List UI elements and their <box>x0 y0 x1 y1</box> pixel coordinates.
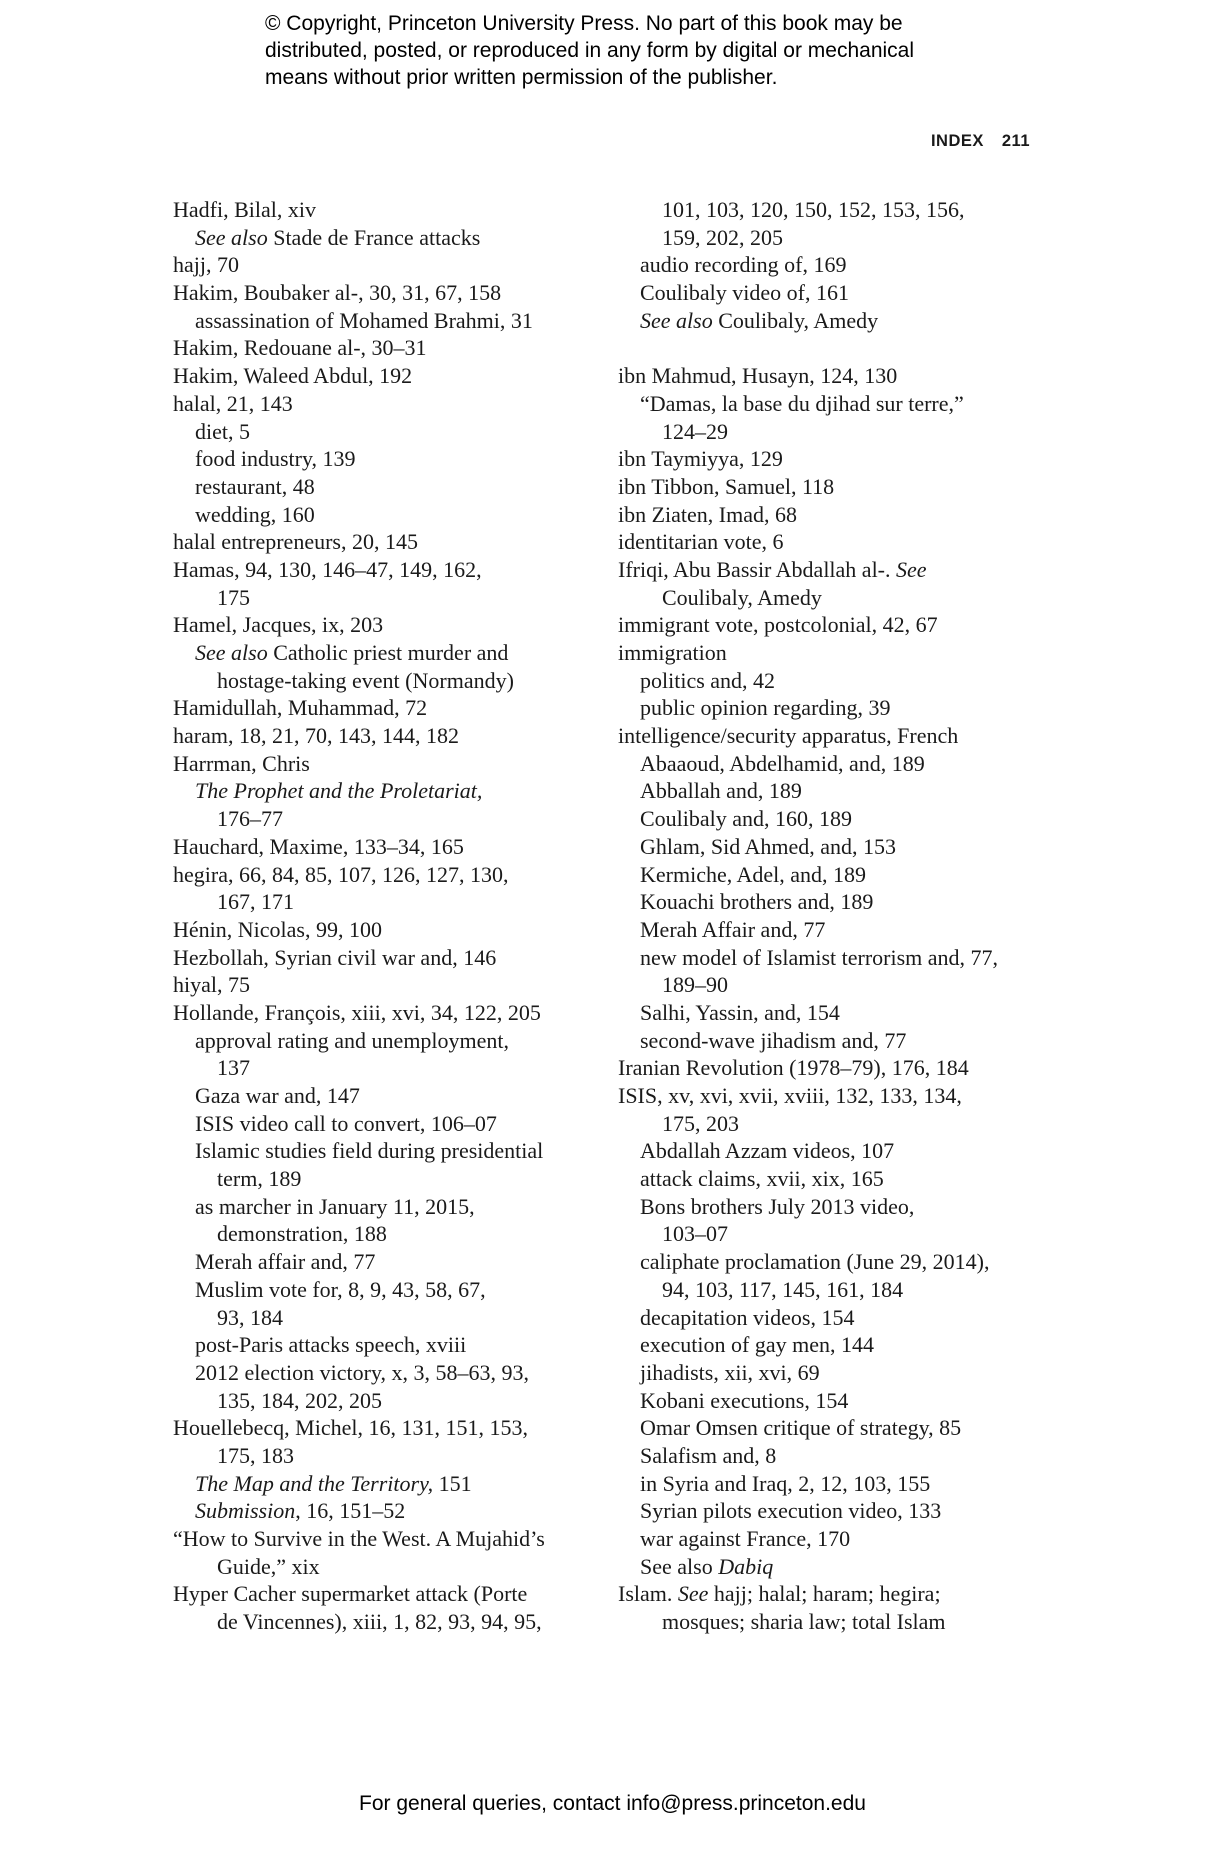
index-subentry: jihadists, xii, xvi, 69 <box>640 1359 820 1385</box>
index-subentry: second-wave jihadism and, 77 <box>640 1027 907 1053</box>
copyright-notice <box>265 10 1025 91</box>
index-entry: identitarian vote, 6 <box>618 529 784 555</box>
index-subentry: Salhi, Yassin, and, 154 <box>640 999 840 1025</box>
index-entry: ibn Ziaten, Imad, 68 <box>618 501 798 527</box>
index-subentry: in Syria and Iraq, 2, 12, 103, 155 <box>640 1470 931 1496</box>
copyright-line: distributed, posted, or reproduced in any form by digital or mechanical <box>265 39 915 62</box>
index-subentry: “Damas, la base du djihad sur terre,” <box>640 390 964 416</box>
index-entry: hiyal, 75 <box>173 972 250 998</box>
index-subentry: de Vincennes), xiii, 1, 82, 93, 94, 95, <box>217 1609 542 1635</box>
index-subentry: Syrian pilots execution video, 133 <box>640 1498 942 1524</box>
index-entry: Hauchard, Maxime, 133–34, 165 <box>173 833 464 859</box>
index-subentry: approval rating and unemployment, <box>195 1027 510 1053</box>
index-subentry: Submission, 16, 151–52 <box>195 1498 406 1524</box>
index-subentry: decapitation videos, 154 <box>640 1304 855 1330</box>
index-entry: Harrman, Chris <box>173 750 310 776</box>
index-subentry: 103–07 <box>662 1221 728 1247</box>
index-subentry: hostage-taking event (Normandy) <box>217 667 514 693</box>
index-subentry: politics and, 42 <box>640 667 776 693</box>
index-subentry: new model of Islamist terrorism and, 77, <box>640 944 999 970</box>
index-subentry: Abdallah Azzam videos, 107 <box>640 1138 895 1164</box>
index-subentry: as marcher in January 11, 2015, <box>195 1193 475 1219</box>
index-entry: Hadfi, Bilal, xiv <box>173 197 316 222</box>
copyright-line: means without prior written permission of the publisher. <box>265 66 778 89</box>
running-head <box>931 132 1030 151</box>
index-subentry: 2012 election victory, x, 3, 58–63, 93, <box>195 1359 530 1385</box>
index-entry: immigration <box>618 640 727 665</box>
index-subentry: Muslim vote for, 8, 9, 43, 58, 67, <box>195 1276 486 1302</box>
index-entry: halal, 21, 143 <box>173 390 293 416</box>
index-subentry: 135, 184, 202, 205 <box>217 1387 382 1413</box>
index-subentry: war against France, 170 <box>640 1526 851 1551</box>
index-subentry: food industry, 139 <box>195 446 356 472</box>
index-subentry: Merah affair and, 77 <box>195 1249 376 1275</box>
index-subentry: See also Catholic priest murder and <box>195 640 509 665</box>
index-subentry: 167, 171 <box>217 889 294 915</box>
index-subentry: 159, 202, 205 <box>662 224 783 250</box>
index-subentry: 137 <box>217 1055 250 1081</box>
index-subentry: Kouachi brothers and, 189 <box>640 889 874 915</box>
index-subentry: Gaza war and, 147 <box>195 1083 360 1108</box>
index-subentry: ISIS video call to convert, 106–07 <box>195 1110 497 1136</box>
index-subentry: term, 189 <box>217 1166 302 1192</box>
index-subentry: Coulibaly, Amedy <box>662 584 822 610</box>
index-subentry: 124–29 <box>662 418 728 444</box>
index-entry: Hamel, Jacques, ix, 203 <box>173 612 384 638</box>
index-entry: Iranian Revolution (1978–79), 176, 184 <box>618 1055 969 1081</box>
index-subentry: audio recording of, 169 <box>640 252 847 278</box>
index-subentry: attack claims, xvii, xix, 165 <box>640 1166 884 1192</box>
index-entry: Hezbollah, Syrian civil war and, 146 <box>173 944 497 970</box>
index-subentry: The Map and the Territory, 151 <box>195 1470 472 1496</box>
index-subentry: Abballah and, 189 <box>640 778 802 804</box>
index-subentry: Kermiche, Adel, and, 189 <box>640 861 867 887</box>
index-entry: Hénin, Nicolas, 99, 100 <box>173 916 382 942</box>
index-subentry: Kobani executions, 154 <box>640 1387 849 1413</box>
index-subentry: Omar Omsen critique of strategy, 85 <box>640 1415 962 1441</box>
index-subentry: 189–90 <box>662 972 728 998</box>
index-entry: hegira, 66, 84, 85, 107, 126, 127, 130, <box>173 861 509 887</box>
index-entry: immigrant vote, postcolonial, 42, 67 <box>618 612 938 638</box>
index-subentry: execution of gay men, 144 <box>640 1332 874 1358</box>
index-entry: Hamas, 94, 130, 146–47, 149, 162, <box>173 556 482 582</box>
index-subentry: restaurant, 48 <box>195 473 315 499</box>
index-subentry: See also Stade de France attacks <box>195 224 481 250</box>
index-subentry: See also Dabiq <box>640 1553 774 1579</box>
index-subentry: Coulibaly and, 160, 189 <box>640 806 853 832</box>
index-entry: “How to Survive in the West. A Mujahid’s <box>173 1526 545 1551</box>
page-number: 211 <box>1001 132 1030 150</box>
index-subentry: Bons brothers July 2013 video, <box>640 1193 915 1219</box>
copyright-line: © Copyright, Princeton University Press. No part of this book may be <box>265 12 903 35</box>
index-entry: Ifriqi, Abu Bassir Abdallah al-. See <box>618 556 927 582</box>
index-subentry: post-Paris attacks speech, xviii <box>195 1332 467 1358</box>
index-column-right <box>618 196 1048 1636</box>
index-entry: Hollande, François, xiii, xvi, 34, 122, 205 <box>173 999 541 1025</box>
index-entry: ISIS, xv, xvi, xvii, xviii, 132, 133, 134, <box>618 1083 962 1108</box>
section-title: INDEX <box>930 132 984 150</box>
index-entry: halal entrepreneurs, 20, 145 <box>173 529 418 555</box>
index-subentry: public opinion regarding, 39 <box>640 695 891 721</box>
index-entry: Hyper Cacher supermarket attack (Porte <box>173 1581 528 1607</box>
index-subentry: Abaaoud, Abdelhamid, and, 189 <box>640 750 925 776</box>
index-column-left <box>173 196 603 1636</box>
index-subentry: wedding, 160 <box>195 501 315 527</box>
index-entry: ibn Mahmud, Husayn, 124, 130 <box>618 363 898 389</box>
section-gap <box>618 334 1048 362</box>
index-subentry: assassination of Mohamed Brahmi, 31 <box>195 307 533 333</box>
index-subentry: Merah Affair and, 77 <box>640 916 826 942</box>
index-subentry: Islamic studies field during presidential <box>195 1138 544 1164</box>
index-subentry: The Prophet and the Proletariat, <box>195 778 483 804</box>
index-subentry: 101, 103, 120, 150, 152, 153, 156, <box>662 197 965 222</box>
index-subentry: caliphate proclamation (June 29, 2014), <box>640 1249 990 1275</box>
index-subentry: 93, 184 <box>217 1304 283 1330</box>
index-entry: Houellebecq, Michel, 16, 131, 151, 153, <box>173 1415 528 1441</box>
footer-contact: For general queries, contact info@press.princeton.edu <box>359 1792 866 1815</box>
index-subentry: 175, 203 <box>662 1110 739 1136</box>
index-subentry: 175, 183 <box>217 1442 294 1468</box>
index-subentry: 175 <box>217 584 250 610</box>
index-entry: Islam. See hajj; halal; haram; hegira; <box>618 1581 941 1607</box>
index-entry: Hakim, Boubaker al-, 30, 31, 67, 158 <box>173 280 502 306</box>
index-entry: hajj, 70 <box>173 252 239 278</box>
index-subentry: Salafism and, 8 <box>640 1442 777 1468</box>
index-subentry: Ghlam, Sid Ahmed, and, 153 <box>640 833 897 859</box>
index-subentry: diet, 5 <box>195 418 250 444</box>
index-entry: Hakim, Redouane al-, 30–31 <box>173 335 427 361</box>
index-subentry: 94, 103, 117, 145, 161, 184 <box>662 1276 904 1302</box>
index-subentry: Guide,” xix <box>217 1553 320 1579</box>
index-subentry: mosques; sharia law; total Islam <box>662 1609 946 1635</box>
index-entry: ibn Taymiyya, 129 <box>618 446 783 472</box>
index-subentry: Coulibaly video of, 161 <box>640 280 849 306</box>
index-entry: intelligence/security apparatus, French <box>618 723 959 749</box>
index-subentry: demonstration, 188 <box>217 1221 387 1247</box>
index-entry: Hamidullah, Muhammad, 72 <box>173 695 428 721</box>
index-entry: haram, 18, 21, 70, 143, 144, 182 <box>173 723 459 749</box>
index-subentry: 176–77 <box>217 806 283 832</box>
index-entry: Hakim, Waleed Abdul, 192 <box>173 363 413 389</box>
index-subentry: See also Coulibaly, Amedy <box>640 307 879 333</box>
index-entry: ibn Tibbon, Samuel, 118 <box>618 473 835 499</box>
